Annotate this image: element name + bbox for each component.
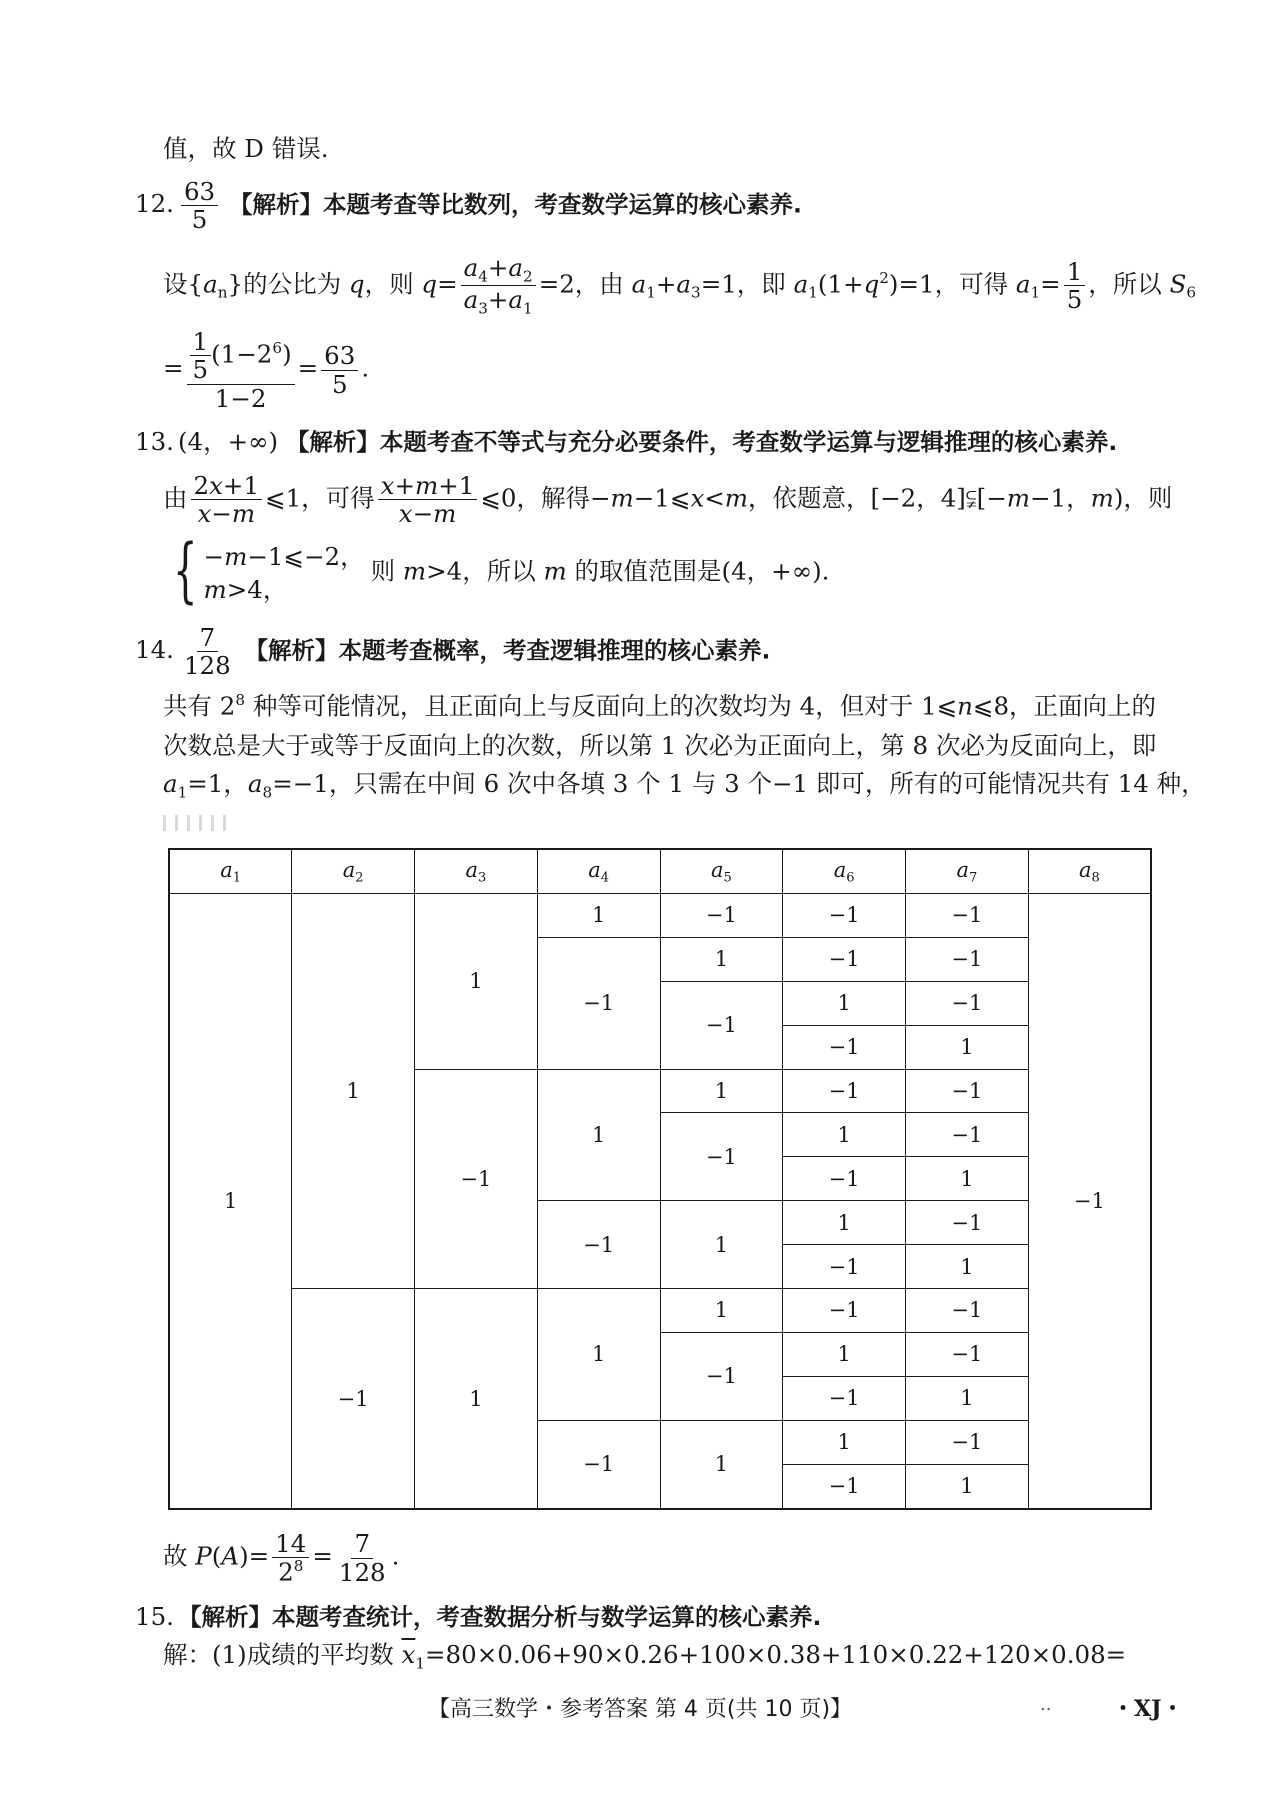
table-cell: −1 [537, 1201, 660, 1289]
table-cell: 1 [906, 1376, 1029, 1420]
text-run [221, 189, 229, 218]
math-variable: a [163, 769, 178, 798]
fraction-denominator [461, 286, 536, 317]
fraction-numerator [272, 1530, 309, 1558]
fraction [461, 254, 536, 318]
subscript: 1 [415, 1654, 425, 1673]
text-run: ⩽0，解得− [480, 483, 611, 513]
subscript: 1 [1030, 283, 1041, 302]
fraction [336, 1530, 389, 1586]
question-15-answer [135, 1602, 1135, 1633]
text-run: = [437, 269, 458, 299]
table-cell: −1 [906, 1201, 1029, 1245]
fraction [272, 1530, 309, 1586]
text-run: + [655, 269, 677, 299]
math-variable: x [398, 499, 413, 529]
fraction-denominator [190, 356, 212, 383]
fraction [191, 472, 263, 528]
table-cell: 1 [537, 1069, 660, 1201]
text-run: }的公比为 [227, 269, 349, 299]
table-cell: 1 [660, 1069, 783, 1113]
math-variable: m [724, 483, 749, 513]
text-line [163, 328, 1163, 412]
mean-symbol: $\overline{x}$ [401, 1640, 416, 1669]
text-run: =−1，只需在中间 6 次中各填 3 个 1 与 3 个−1 即可，所有的可能情况共有 14 种， [272, 769, 1206, 798]
text-run: ⩽1，可得 [265, 483, 375, 513]
table-cell: 1 [783, 1201, 906, 1245]
table-cell: −1 [1028, 894, 1151, 1510]
text-run: 种等可能情况，且正面向上与反面向上的次数均为 4，但对于 1⩽ [245, 691, 958, 721]
fraction-numerator [461, 254, 536, 286]
text-run: 63 [324, 341, 356, 371]
text-line [163, 134, 1163, 165]
fraction-denominator [396, 500, 460, 527]
table-cell: −1 [783, 1157, 906, 1201]
fraction [187, 328, 295, 412]
table-cell: 1 [660, 1420, 783, 1509]
subscript: 1 [232, 870, 242, 886]
analysis-heading: 【解析】本题考查概率，考查逻辑推理的核心素养. [244, 636, 771, 665]
subscript: 1 [177, 783, 188, 802]
text-run: + [487, 253, 509, 282]
table-cell: 1 [783, 981, 906, 1025]
subscript: 8 [1091, 870, 1100, 886]
subscript: 3 [478, 870, 487, 886]
table-cell: 1 [906, 1245, 1029, 1289]
table-row [169, 894, 1151, 938]
fraction-denominator [194, 500, 258, 527]
fraction-denominator [275, 1558, 306, 1586]
table-cell: −1 [537, 1420, 660, 1509]
math-variable: a [463, 253, 479, 282]
fraction [1064, 258, 1086, 314]
text-run: = [297, 353, 319, 383]
text-run: ，则 [364, 269, 422, 299]
math-variable: m [1006, 483, 1030, 513]
table-cell: −1 [906, 981, 1029, 1025]
table-cell: −1 [537, 937, 660, 1069]
text-line [163, 731, 1163, 762]
text-run: ) [282, 339, 292, 369]
text-run: − [211, 499, 232, 529]
table-header-row [169, 849, 1151, 894]
math-variable: m [415, 471, 439, 500]
subscript: 3 [691, 283, 701, 302]
text-run: (1+ [817, 269, 864, 299]
math-variable: P [195, 1541, 212, 1571]
superscript: 8 [235, 691, 246, 709]
text-run: 值，故 D 错误. [163, 134, 329, 163]
math-variable: m [610, 483, 634, 513]
text-run: −1⩽ [633, 483, 691, 513]
text-run: =80×0.06+90×0.26+100×0.38+110×0.22+120×0.08= [425, 1640, 1127, 1669]
text-run: 解：(1)成绩的平均数 [163, 1640, 402, 1669]
math-variable: m [433, 499, 457, 529]
table-cell: 1 [415, 894, 538, 1070]
fraction [181, 178, 218, 234]
text-run: − [412, 499, 434, 529]
table-cell: −1 [783, 894, 906, 938]
footer-code: ・XJ・ [1112, 1696, 1184, 1722]
superscript: 6 [272, 339, 283, 358]
table-cell: −1 [660, 1332, 783, 1420]
table-cell: −1 [906, 894, 1029, 938]
text-run: 5 [192, 355, 209, 385]
subscript: n [217, 283, 228, 302]
table-cell: −1 [660, 981, 783, 1069]
text-run: =2，由 [538, 269, 632, 299]
question-14-answer [135, 624, 1135, 680]
system-rows [204, 540, 365, 606]
table-cell: −1 [906, 1069, 1029, 1113]
system-row [204, 540, 365, 573]
page-footer: 【高三数学・参考答案 第 4 页(共 10 页)】 [427, 1697, 853, 1722]
math-variable: A [221, 1541, 240, 1571]
subscript: 1 [523, 299, 533, 318]
table-cell: 1 [906, 1157, 1029, 1201]
text-run: 故 [163, 1541, 196, 1571]
table-cell: 1 [660, 937, 783, 981]
scan-artifact [163, 815, 273, 835]
text-run: + [487, 285, 509, 315]
table-cell: 1 [660, 1289, 783, 1333]
math-variable: a [1078, 857, 1092, 882]
subscript: 8 [262, 783, 273, 802]
math-variable: m [1090, 483, 1114, 513]
table-cell: −1 [783, 1069, 906, 1113]
math-variable: a [247, 769, 263, 798]
analysis-heading: 【解析】本题考查等比数列，考查数学运算的核心素养. [228, 190, 802, 219]
text-run: 则 [370, 556, 403, 586]
table-cell: −1 [783, 1376, 906, 1420]
column-header [660, 849, 783, 894]
text-run: 1−2 [214, 383, 267, 413]
text-run: + [394, 471, 416, 500]
fraction-numerator [197, 624, 219, 652]
superscript: 2 [879, 268, 889, 287]
table-cell: 1 [169, 894, 292, 1510]
subscript: 5 [723, 870, 732, 886]
table-cell: −1 [783, 1245, 906, 1289]
table-cell: 1 [292, 894, 415, 1289]
text-run: 128 [338, 1557, 386, 1587]
text-run: ⩽8，正面向上的 [972, 691, 1157, 721]
math-variable: x [209, 471, 223, 500]
text-run: )，则 [1113, 483, 1173, 513]
table-cell: −1 [906, 1289, 1029, 1333]
subscript: 1 [808, 283, 818, 302]
fraction-denominator [336, 1559, 389, 1586]
fraction-numerator [190, 328, 212, 356]
text-run: 共有 2 [163, 691, 236, 721]
math-variable: x [380, 471, 395, 500]
column-header [906, 849, 1029, 894]
text-run: 2 [278, 1557, 294, 1587]
table-cell: −1 [906, 1113, 1029, 1157]
fraction [181, 624, 234, 680]
text-run: 5 [331, 369, 348, 399]
text-run: 1 [192, 327, 209, 356]
math-variable: a [631, 269, 647, 299]
table-cell: −1 [783, 937, 906, 981]
text-line [163, 253, 1197, 318]
subscript: 7 [969, 870, 978, 886]
math-variable: a [956, 857, 969, 882]
fraction [190, 328, 212, 384]
fraction-denominator [329, 371, 351, 398]
question-number: 14. [135, 635, 174, 665]
subscript: 4 [478, 267, 488, 286]
table-cell: 1 [783, 1113, 906, 1157]
math-variable: a [676, 269, 692, 299]
table-cell: −1 [660, 1113, 783, 1201]
text-run: 5 [191, 205, 208, 235]
math-variable: a [203, 269, 218, 299]
math-variable: m [224, 542, 248, 571]
outcome-table [168, 848, 1152, 1510]
table-cell: 1 [537, 894, 660, 938]
fraction-numerator [378, 472, 478, 500]
text-run: 设{ [163, 269, 204, 299]
text-line [163, 691, 1163, 722]
fraction [321, 342, 358, 398]
subscript: 2 [523, 267, 533, 286]
math-variable: m [203, 575, 227, 605]
text-run: ( [211, 1541, 222, 1571]
analysis-heading: 【解析】本题考查统计，考查数据分析与数学运算的核心素养. [177, 1603, 822, 1631]
math-variable: m [543, 556, 567, 586]
fraction-numerator [1064, 258, 1086, 286]
table-cell: −1 [906, 937, 1029, 981]
text-run: +1 [222, 471, 260, 500]
table-cell: 1 [783, 1420, 906, 1464]
text-run: 128 [183, 651, 231, 681]
analysis-heading: 【解析】本题考查不等式与充分必要条件，考查数学运算与逻辑推理的核心素养. [285, 428, 1118, 456]
fraction-numerator [187, 328, 295, 385]
subscript: 2 [355, 870, 364, 886]
column-header [415, 849, 538, 894]
text-line [163, 529, 1163, 612]
table-cell: 1 [906, 1025, 1029, 1069]
table-cell: −1 [906, 1420, 1029, 1464]
table-cell: −1 [906, 1332, 1029, 1376]
subscript: 6 [846, 870, 855, 886]
math-variable: a [342, 857, 356, 882]
fraction-denominator [181, 652, 234, 679]
text-line [163, 769, 1206, 802]
footer-dots: .. [1040, 1694, 1052, 1715]
text-run: 7 [199, 623, 216, 652]
question-13-answer [135, 427, 1135, 458]
math-variable: n [957, 691, 973, 721]
question-number: 12. [135, 189, 174, 219]
math-variable: q [863, 269, 880, 299]
fraction-numerator [191, 472, 263, 500]
text-run: +1 [438, 471, 475, 500]
column-header [292, 849, 415, 894]
text-run: 14 [275, 1529, 307, 1558]
text-run: (1−2 [211, 339, 273, 369]
math-variable: m [231, 499, 256, 529]
column-header [169, 849, 292, 894]
column-header [1028, 849, 1151, 894]
question-number: 13. [135, 427, 174, 456]
math-variable: q [348, 269, 365, 299]
fraction-numerator [181, 178, 218, 206]
table-cell: 1 [537, 1289, 660, 1421]
math-variable: x [197, 499, 212, 529]
system-of-inequalities [163, 529, 365, 612]
math-variable: a [1015, 269, 1031, 299]
text-run: )= [239, 1541, 270, 1571]
text-run: ，依题意，[−2，4]⫋[− [748, 483, 1007, 513]
fraction-denominator [189, 206, 211, 233]
question-number: 15. [135, 1602, 174, 1631]
fraction-numerator [351, 1530, 373, 1558]
text-line [163, 1530, 1163, 1586]
math-variable: a [588, 857, 601, 882]
text-run: 2 [193, 471, 210, 500]
subscript: 6 [1186, 283, 1197, 302]
text-run: − [203, 542, 225, 571]
fraction-denominator [212, 385, 270, 412]
text-run: >4，所以 [426, 556, 544, 586]
subscript: 3 [478, 299, 488, 318]
table-cell: −1 [415, 1069, 538, 1288]
column-header [783, 849, 906, 894]
table-row [169, 1289, 1151, 1333]
math-variable: a [833, 857, 847, 882]
text-run: 1 [1066, 256, 1083, 286]
fraction-numerator [321, 342, 358, 370]
math-variable: q [421, 269, 438, 299]
text-run: (4，+∞) [177, 427, 286, 456]
table-cell: −1 [783, 1289, 906, 1333]
math-variable: a [508, 253, 524, 282]
text-run: 7 [354, 1529, 371, 1559]
text-run: ，所以 [1088, 269, 1170, 299]
table-cell: −1 [292, 1289, 415, 1509]
column-header [537, 849, 660, 894]
table-cell: 1 [906, 1464, 1029, 1509]
math-variable: x [690, 483, 705, 513]
text-run: =1，即 [700, 269, 794, 299]
superscript: 8 [293, 1557, 304, 1576]
table-cell: 1 [783, 1332, 906, 1376]
text-run: 次数总是大于或等于反面向上的次数，所以第 1 次必为正面向上，第 8 次必为反面向上，即 [163, 731, 1157, 760]
text-run: 由 [163, 483, 188, 513]
subscript: 4 [600, 870, 610, 886]
text-run: )=1，可得 [888, 269, 1016, 299]
math-variable: a [508, 285, 524, 315]
question-12-answer [135, 178, 1135, 234]
text-run: = [1040, 269, 1061, 299]
math-variable: a [465, 857, 478, 882]
table-cell: 1 [660, 1201, 783, 1289]
subscript: 1 [646, 283, 656, 302]
table-body [169, 894, 1151, 1510]
text-line [163, 471, 1173, 529]
system-row [204, 573, 365, 606]
text-run [237, 635, 245, 664]
table-cell: −1 [783, 1025, 906, 1069]
text-run: < [704, 483, 725, 513]
text-run: . [361, 353, 370, 383]
fraction-denominator [1064, 286, 1086, 313]
text-run: =1， [187, 769, 248, 798]
text-run: . [391, 1541, 400, 1571]
math-variable: a [793, 269, 809, 299]
table-cell: −1 [660, 894, 783, 938]
text-run: = [312, 1541, 333, 1571]
math-variable: a [710, 857, 724, 882]
left-brace: { [173, 529, 198, 612]
math-variable: a [220, 857, 233, 882]
text-run: −1， [1029, 483, 1091, 513]
text-run: 63 [183, 177, 216, 206]
fraction [378, 472, 478, 528]
math-variable: S [1169, 269, 1187, 299]
text-run: = [163, 353, 184, 383]
text-line [163, 1640, 1163, 1673]
math-variable: a [463, 285, 479, 315]
text-run: 的取值范围是(4，+∞). [566, 556, 830, 586]
table-cell: 1 [415, 1289, 538, 1509]
text-run: 5 [1066, 285, 1083, 315]
text-run: >4， [226, 575, 288, 605]
text-run: −1⩽−2， [247, 542, 365, 571]
math-variable: m [402, 556, 427, 586]
table-cell: −1 [783, 1464, 906, 1509]
